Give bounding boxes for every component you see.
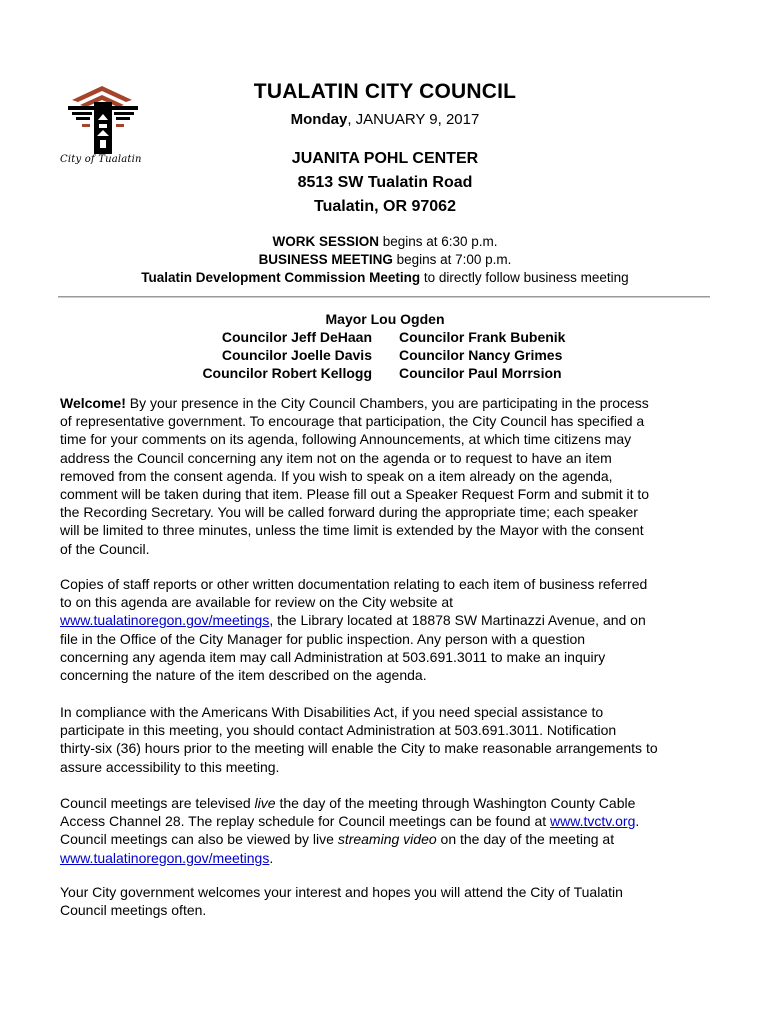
welcome-lead: Welcome! (60, 395, 126, 411)
location-city: Tualatin, OR 97062 (314, 198, 456, 215)
councilor-right-3: Councilor Paul Morrsion (399, 365, 562, 381)
tv-paragraph (60, 794, 712, 867)
tv-line: Access Channel 28. The replay schedule for Council meetings can be found at www.tvctv.org. (60, 813, 640, 830)
welcome-line: time for your comments on its agenda, following Announcements, at which time citizens may (60, 431, 632, 448)
meetings-link-2[interactable]: www.tualatinoregon.gov/meetings (60, 849, 270, 866)
welcome-line: the Recording Secretary. You will be called forward during the appropriate time; each speaker (60, 504, 638, 521)
welcome-line: removed from the consent agenda. If you wish to speak on a item already on the agenda, (60, 467, 613, 484)
councilor-left-1: Councilor Jeff DeHaan (221, 329, 372, 345)
copies-line: Copies of staff reports or other written documentation relating to each item of business referred (60, 576, 648, 592)
location-street: 8513 SW Tualatin Road (297, 174, 473, 191)
tv-line: www.tualatinoregon.gov/meetings. (60, 849, 274, 866)
schedule-tdc-meeting: Tualatin Development Commission Meeting to directly follow business meeting (141, 270, 629, 285)
ada-line: assure accessibility to this meeting. (60, 758, 280, 775)
copies-line: concerning any agenda item may call Administration at 503.691.3011 to make an inquiry (60, 648, 606, 665)
copies-line: file in the Office of the City Manager for public inspection. Any person with a question (60, 630, 586, 647)
councilor-left-2: Councilor Joelle Davis (221, 347, 372, 363)
welcome-line: Welcome! By your presence in the City Council Chambers, you are participating in the process (60, 395, 649, 411)
closing-line: Your City government welcomes your interest and hopes you will attend the City of Tualatin (60, 884, 623, 900)
logo-caption: City of Tualatin (60, 154, 142, 165)
tv-line: Council meetings are televised live the day of the meeting through Washington County Cable (60, 795, 636, 811)
schedule-business-meeting: BUSINESS MEETING begins at 7:00 p.m. (258, 252, 512, 267)
schedule-work-session: WORK SESSION begins at 6:30 p.m. (272, 234, 498, 249)
meetings-link[interactable]: www.tualatinoregon.gov/meetings (60, 612, 270, 629)
header-divider (58, 296, 710, 298)
copies-line: www.tualatinoregon.gov/meetings, the Library located at 18878 SW Martinazzi Avenue, and on (60, 612, 646, 629)
copies-paragraph (60, 575, 712, 684)
councilor-left-3: Councilor Robert Kellogg (202, 365, 372, 381)
ada-line: thirty-six (36) hours prior to the meeting will enable the City to make reasonable arrangements to (60, 740, 658, 757)
ada-line: participate in this meeting, you should contact Administration at 503.691.3011. Notification (60, 722, 617, 739)
mayor-name: Mayor Lou Ogden (325, 311, 445, 327)
closing-line: Council meetings often. (60, 902, 207, 919)
meeting-date (0, 111, 770, 128)
ada-line: In compliance with the Americans With Disabilities Act, if you need special assistance to (60, 704, 604, 720)
welcome-line: of the Council. (60, 540, 150, 557)
page-title: TUALATIN CITY COUNCIL (253, 80, 517, 103)
welcome-line: of representative government. To encourage that participation, the City Council has specified a (60, 413, 645, 430)
ada-paragraph (60, 703, 712, 776)
welcome-line: will be limited to three minutes, unless the time limit is extended by the Mayor with the consent (60, 522, 644, 539)
tvctv-link[interactable]: www.tvctv.org (550, 813, 636, 830)
copies-line: concerning the nature of the item described on the agenda. (60, 667, 427, 684)
location-name: JUANITA POHL CENTER (291, 150, 479, 167)
tv-line: Council meetings can also be viewed by live streaming video on the day of the meeting at (60, 831, 615, 848)
closing-paragraph (60, 883, 712, 919)
meeting-day: Monday (290, 111, 348, 128)
copies-line: to on this agenda are available for review on the City website at (60, 594, 454, 611)
meeting-date-text: , JANUARY 9, 2017 (347, 111, 480, 128)
councilor-right-1: Councilor Frank Bubenik (399, 329, 566, 345)
welcome-line: comment will be taken during that item. Please fill out a Speaker Request Form and submit it to (60, 486, 650, 503)
councilor-right-2: Councilor Nancy Grimes (399, 347, 563, 363)
welcome-line: address the Council concerning any item not on the agenda or to request to have an item (60, 449, 612, 466)
welcome-paragraph (60, 394, 712, 558)
